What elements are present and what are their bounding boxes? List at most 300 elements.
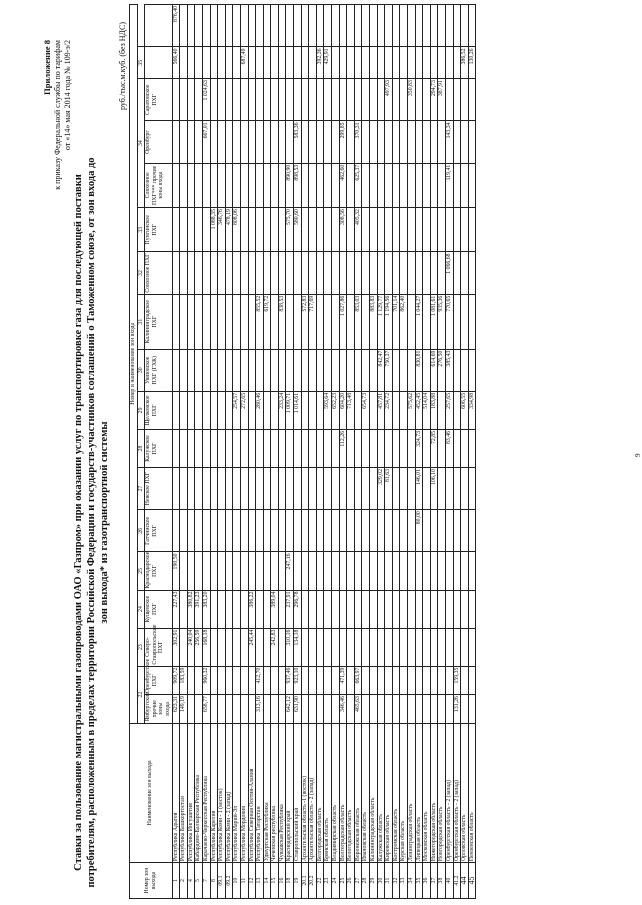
rate-cell (202, 5, 210, 47)
rate-cell (218, 552, 226, 590)
rate-cell (316, 590, 324, 628)
rate-cell (332, 590, 340, 628)
rate-cell (362, 121, 370, 163)
rate-cell (256, 47, 264, 79)
rate-cell: 387,91 (438, 79, 446, 121)
rate-cell (263, 429, 271, 467)
rate-cell (400, 695, 408, 724)
rate-cell (347, 510, 355, 552)
rate-cell (438, 5, 446, 47)
rate-cell: 713,48 (347, 391, 355, 429)
row-name: Чеченская республика (271, 723, 279, 862)
rate-cell (430, 590, 438, 628)
rate-cell (256, 628, 264, 666)
rate-cell (195, 467, 203, 509)
row-name: Калужская область (377, 723, 385, 862)
rate-cell (445, 208, 453, 252)
rate-cell: 960,32 (202, 666, 210, 695)
page-number: 9 (634, 453, 642, 457)
rate-cell (233, 294, 241, 349)
rate-cell (301, 695, 309, 724)
rate-cell (225, 666, 233, 695)
rate-cell (210, 294, 218, 349)
rate-cell (309, 429, 317, 467)
table-row (256, 5, 264, 899)
zone-number: 33 (137, 208, 145, 252)
zone-subhead: Саратовское ПХГ (145, 79, 172, 121)
row-number: 31 (385, 863, 393, 899)
rate-cell (256, 208, 264, 252)
rate-cell (180, 391, 188, 429)
rate-cell: 233,24 (278, 391, 286, 429)
rate-cell (233, 429, 241, 467)
rate-cell (370, 391, 378, 429)
row-number: 4 (187, 863, 195, 899)
table-row (362, 5, 370, 899)
rate-cell (385, 252, 393, 294)
rate-cell: 701,14 (392, 294, 400, 349)
rate-cell (423, 467, 431, 509)
rate-cell (218, 666, 226, 695)
rate-cell: 350,83 (407, 79, 415, 121)
rate-cell: 386,52 (461, 47, 469, 79)
row-number: 10 (233, 863, 241, 899)
rate-cell (225, 590, 233, 628)
rate-cell: 280,46 (256, 391, 264, 429)
row-name: Республика Марий-Эл (233, 723, 241, 862)
row-name: Архангельская область -1 (восток) (301, 723, 309, 862)
table-row (210, 5, 218, 899)
rate-cell (218, 79, 226, 121)
row-name: Республика Карелия (210, 723, 218, 862)
rate-cell (400, 79, 408, 121)
rate-cell: 412,70 (256, 666, 264, 695)
row-number: 13 (256, 863, 264, 899)
rate-cell (180, 590, 188, 628)
rate-cell (400, 467, 408, 509)
rate-cell (362, 208, 370, 252)
rate-cell (195, 695, 203, 724)
rate-cell (430, 121, 438, 163)
rate-cell: 583,36 (294, 121, 302, 163)
rate-cell (347, 5, 355, 47)
rate-cell (339, 79, 347, 121)
rate-cell (385, 695, 393, 724)
rate-cell (248, 349, 256, 391)
table-row (400, 5, 408, 899)
rate-cell (180, 163, 188, 207)
rate-cell (370, 208, 378, 252)
rate-cell (309, 628, 317, 666)
rate-cell: 853,03 (354, 294, 362, 349)
rate-cell (438, 590, 446, 628)
rate-cell: 855,52 (256, 294, 264, 349)
rate-cell (180, 628, 188, 666)
rate-cell (468, 208, 476, 252)
rate-cell (453, 429, 461, 467)
rate-cell (180, 5, 188, 47)
rate-cell (195, 208, 203, 252)
rate-cell (263, 121, 271, 163)
rate-cell: 667,01 (202, 121, 210, 163)
rate-cell (324, 163, 332, 207)
rate-cell (263, 47, 271, 79)
rate-cell: 112,26 (339, 429, 347, 467)
document-title: Ставки за пользование магистральными газопроводами ОАО «Газпром» при оказании услуг по транспортировке газа для последующей поставки потребителям, расположенным в пределах территории Российской Федерации и государств-участников соглашений о Таможенном союзе, от зон входа до зон выхода* из газотранспортной системы (73, 157, 110, 888)
rate-cell (233, 552, 241, 590)
row-name: Чувашская Республика (278, 723, 286, 862)
rate-cell (225, 695, 233, 724)
rate-cell (218, 429, 226, 467)
rate-cell (354, 5, 362, 47)
rate-cell (407, 510, 415, 552)
rate-cell (294, 349, 302, 391)
rate-cell (225, 510, 233, 552)
rate-cell (301, 590, 309, 628)
rate-cell (240, 5, 248, 47)
row-name: Волгоградская область (339, 723, 347, 862)
rate-cell (468, 429, 476, 467)
rate-cell (400, 349, 408, 391)
rate-cell (263, 79, 271, 121)
rate-cell (423, 5, 431, 47)
rate-cell (347, 349, 355, 391)
rate-cell (339, 552, 347, 590)
rate-cell (461, 208, 469, 252)
row-name: Удмуртская Республика (263, 723, 271, 862)
rate-cell (278, 510, 286, 552)
row-number: 41.2 (453, 863, 461, 899)
rate-cell (301, 79, 309, 121)
rate-cell (294, 294, 302, 349)
rate-cell: 452,45 (415, 391, 423, 429)
rate-cell (392, 349, 400, 391)
rate-cell (316, 510, 324, 552)
rate-cell (316, 467, 324, 509)
rate-cell (210, 666, 218, 695)
rate-cell: 83,46 (445, 429, 453, 467)
row-name: Калининградская область (370, 723, 378, 862)
rate-cell (180, 208, 188, 252)
rate-cell (316, 121, 324, 163)
rate-cell: 254,57 (233, 391, 241, 429)
rate-cell: 242,83 (271, 628, 279, 666)
rate-cell (301, 666, 309, 695)
rate-cell: 631,90 (294, 695, 302, 724)
rate-cell (210, 79, 218, 121)
rate-cell: 237,91 (286, 590, 294, 628)
rate-cell (233, 5, 241, 47)
rate-cell: 575,70 (286, 208, 294, 252)
rate-cell (339, 47, 347, 79)
rate-cell: 294,73 (430, 79, 438, 121)
rate-cell (362, 510, 370, 552)
rate-cell (187, 552, 195, 590)
rate-cell (461, 429, 469, 467)
rate-cell (400, 47, 408, 79)
table-row (278, 5, 286, 899)
rate-cell (468, 628, 476, 666)
zone-number: 29 (137, 391, 145, 429)
rate-cell (385, 590, 393, 628)
rate-cell (392, 208, 400, 252)
rate-cell (263, 628, 271, 666)
rate-cell (218, 121, 226, 163)
rate-cell (263, 5, 271, 47)
rate-cell (453, 121, 461, 163)
zone-subhead: Ямбургские прочие зоны входа (145, 692, 171, 722)
rate-cell (362, 5, 370, 47)
rate-cell (468, 666, 476, 695)
rate-cell (301, 467, 309, 509)
rate-cell (301, 252, 309, 294)
rate-cell: 1 014,61 (294, 391, 302, 429)
rate-cell (415, 252, 423, 294)
rate-cell: 385,43 (445, 349, 453, 391)
rate-cell: 808,06 (233, 208, 241, 252)
row-name: Кировская область (385, 723, 393, 862)
rate-cell (415, 552, 423, 590)
row-number: 32 (392, 863, 400, 899)
rate-cell (392, 666, 400, 695)
rate-cell: 370,31 (354, 121, 362, 163)
zone-number: 34 (137, 79, 145, 208)
rate-cell: 234,72 (385, 391, 393, 429)
rate-cell (370, 47, 378, 79)
rate-cell (309, 252, 317, 294)
rate-cell (392, 467, 400, 509)
rate-cell (301, 628, 309, 666)
rate-cell (438, 47, 446, 79)
rate-cell (294, 552, 302, 590)
rate-cell (240, 590, 248, 628)
rate-cell (187, 47, 195, 79)
zone-subhead: Невское ПХГ (145, 467, 172, 509)
rate-cell (248, 252, 256, 294)
rate-cell (332, 121, 340, 163)
table-row (370, 5, 378, 899)
rate-cell (461, 467, 469, 509)
rate-cell (271, 47, 279, 79)
rate-cell (362, 467, 370, 509)
zone-subhead: Калининградское ПХГ (145, 294, 172, 349)
rate-cell (210, 391, 218, 429)
rate-cell: 572,83 (301, 294, 309, 349)
rate-cell: 168,18 (202, 628, 210, 666)
rate-cell: 324,73 (415, 429, 423, 467)
rate-cell (362, 79, 370, 121)
row-name: Оренбургская область - 2 (запад) (453, 723, 461, 862)
rate-cell: 606,55 (461, 391, 469, 429)
rate-cell (316, 79, 324, 121)
rate-cell (202, 47, 210, 79)
rate-cell (240, 294, 248, 349)
rate-cell: 717,69 (309, 294, 317, 349)
rate-cell (218, 695, 226, 724)
row-name: Нижегородская область (430, 723, 438, 862)
rate-cell (354, 429, 362, 467)
rate-cell (453, 467, 461, 509)
rate-cell (316, 391, 324, 429)
rate-cell (195, 391, 203, 429)
rate-cell (218, 590, 226, 628)
rate-cell (210, 628, 218, 666)
table-row (461, 5, 469, 899)
rate-cell (438, 695, 446, 724)
rate-cell (468, 79, 476, 121)
rate-cell: 566,40 (172, 47, 180, 79)
rate-cell: 1 066,68 (445, 252, 453, 294)
rate-cell (377, 666, 385, 695)
appendix-note (42, 40, 73, 190)
rate-cell (218, 252, 226, 294)
row-number: 35 (415, 863, 423, 899)
rate-cell (256, 510, 264, 552)
rate-cell (316, 552, 324, 590)
rate-cell (453, 552, 461, 590)
row-name: Ленинградская область (407, 723, 415, 862)
rate-cell (354, 47, 362, 79)
rate-cell (377, 79, 385, 121)
rate-cell (324, 510, 332, 552)
rate-cell (180, 467, 188, 509)
table-row (354, 5, 362, 899)
row-number: 2 (180, 863, 188, 899)
rate-cell (240, 429, 248, 467)
rate-cell (301, 208, 309, 252)
rate-cell: 478,19 (225, 208, 233, 252)
rate-cell (392, 5, 400, 47)
rate-cell (400, 121, 408, 163)
rate-cell (278, 47, 286, 79)
rate-cell (286, 467, 294, 509)
rate-cell (256, 467, 264, 509)
table-row (385, 5, 393, 899)
rate-cell (301, 429, 309, 467)
rate-cell (271, 208, 279, 252)
rate-cell (240, 121, 248, 163)
rate-cell (461, 121, 469, 163)
rate-cell (347, 163, 355, 207)
row-name: Кабардино-Балкарская Республика (195, 723, 203, 862)
rate-cell (233, 467, 241, 509)
row-number: 11 (240, 863, 248, 899)
rate-cell (423, 79, 431, 121)
rate-cell (301, 552, 309, 590)
rate-cell (180, 349, 188, 391)
rate-cell (370, 349, 378, 391)
rate-cell (210, 467, 218, 509)
row-number: 20.1 (301, 863, 309, 899)
rate-cell (271, 429, 279, 467)
rate-cell (324, 121, 332, 163)
rate-cell (172, 429, 180, 467)
rate-cell (294, 252, 302, 294)
rate-cell (278, 429, 286, 467)
rate-cell (225, 467, 233, 509)
row-name: Воронежская область (354, 723, 362, 862)
rate-cell (438, 208, 446, 252)
rate-cell (453, 79, 461, 121)
rate-cell: 1 027,86 (339, 294, 347, 349)
zone-subhead: Северо-Ставропольские ПХГ (145, 628, 172, 666)
rate-cell (218, 349, 226, 391)
rate-cell (392, 79, 400, 121)
rate-cell (294, 429, 302, 467)
rate-cell (218, 510, 226, 552)
rate-cell (400, 590, 408, 628)
rate-cell (453, 47, 461, 79)
rate-cell (430, 666, 438, 695)
rate-cell (256, 121, 264, 163)
rate-cell: 149,19 (180, 695, 188, 724)
rate-cell (240, 628, 248, 666)
rate-cell (370, 5, 378, 47)
row-name: Вологодская область (347, 723, 355, 862)
rate-cell (468, 252, 476, 294)
rate-cell (248, 208, 256, 252)
rate-cell: 429,91 (324, 47, 332, 79)
rate-cell (415, 121, 423, 163)
zone-number: 28 (137, 429, 145, 467)
rate-cell: 146,01 (415, 467, 423, 509)
rate-cell (438, 552, 446, 590)
rate-cell (278, 467, 286, 509)
rate-cell (195, 294, 203, 349)
table-row (286, 5, 294, 899)
rate-cell (202, 510, 210, 552)
rate-cell (423, 628, 431, 666)
rate-cell: 1 194,56 (385, 294, 393, 349)
rate-cell (407, 628, 415, 666)
rate-cell (339, 590, 347, 628)
rate-cell (377, 510, 385, 552)
rate-cell (187, 294, 195, 349)
zone-number: 23 (137, 628, 145, 666)
row-name: Краснодарский край (286, 723, 294, 862)
rate-cell (332, 5, 340, 47)
rate-cell (225, 349, 233, 391)
rate-cell (324, 252, 332, 294)
rate-cell (392, 510, 400, 552)
rate-cell (332, 628, 340, 666)
rate-cell (187, 391, 195, 429)
rate-cell (187, 666, 195, 695)
rate-cell (423, 552, 431, 590)
rate-cell (347, 79, 355, 121)
table-row (180, 5, 188, 899)
rate-cell: 462,60 (339, 163, 347, 207)
rate-cell (195, 5, 203, 47)
rate-cell (400, 5, 408, 47)
rate-cell (195, 47, 203, 79)
rate-cell (453, 391, 461, 429)
row-number: 12 (248, 863, 256, 899)
table-row (263, 5, 271, 899)
table-row (309, 5, 317, 899)
rate-cell (294, 510, 302, 552)
table-row (332, 5, 340, 899)
rate-cell (218, 163, 226, 207)
rate-cell (180, 121, 188, 163)
rate-cell (294, 47, 302, 79)
rate-cell (248, 294, 256, 349)
rate-cell (286, 79, 294, 121)
rate-cell: 134,18 (294, 628, 302, 666)
rate-cell: 256,59 (195, 628, 203, 666)
rate-cell (324, 79, 332, 121)
row-name: Республика Коми - 1 (восток) (218, 723, 226, 862)
